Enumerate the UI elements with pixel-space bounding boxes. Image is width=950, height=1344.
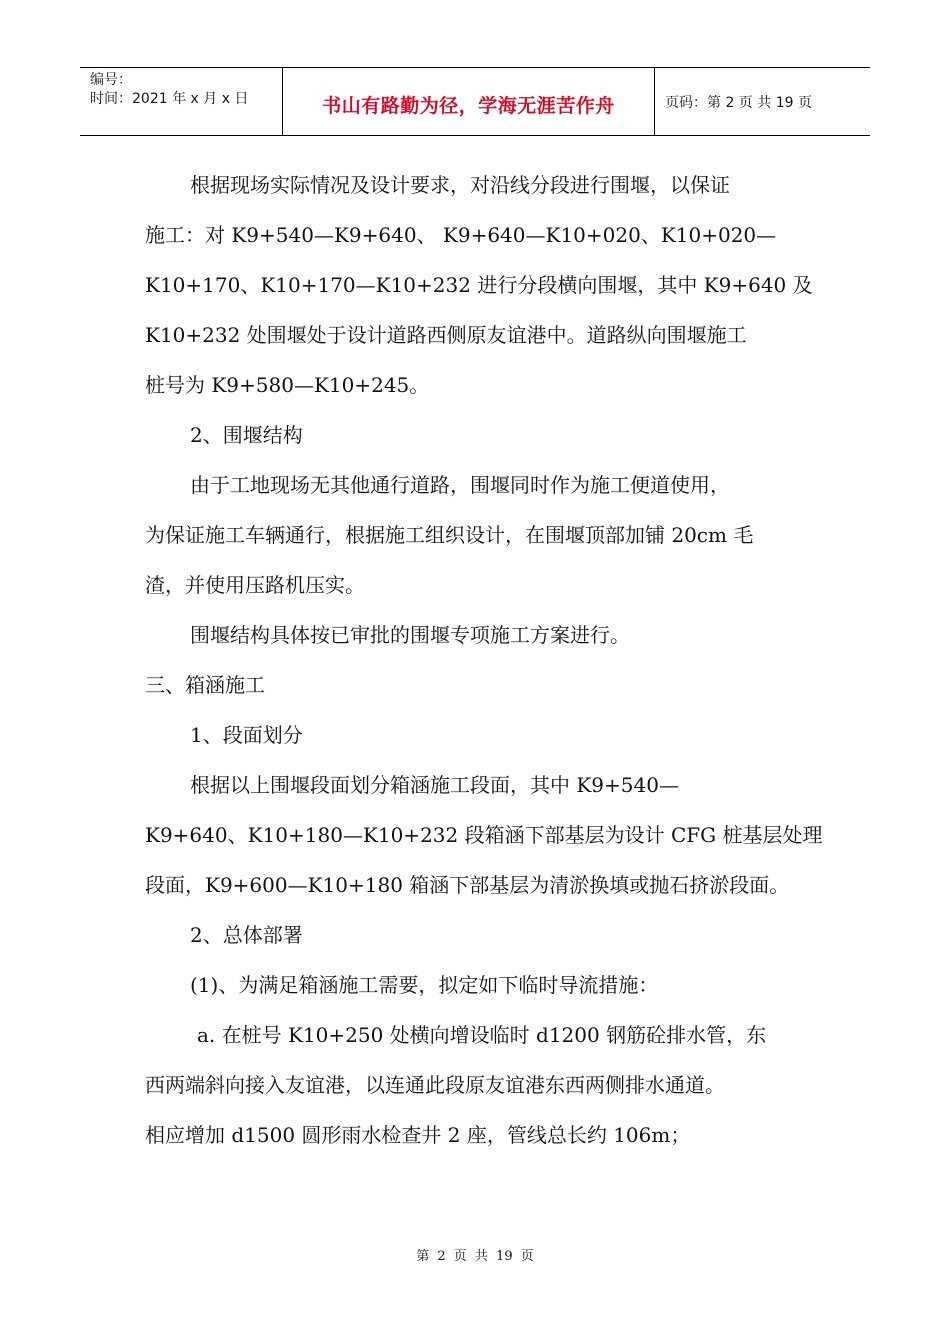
paragraph-line: 相应增加 d1500 圆形雨水检查井 2 座，管线总长约 106m； <box>145 1123 691 1147</box>
paragraph-line: 施工：对 K9+540—K9+640、 K9+640—K10+020、K10+020— <box>145 223 777 247</box>
header-motto-cell <box>283 68 655 135</box>
page-footer <box>0 1245 950 1264</box>
section-heading: 2、围堰结构 <box>190 423 303 447</box>
document-time-label: 时间：2021 年 x 月 x 日 <box>90 91 249 107</box>
paragraph-line: 由于工地现场无其他通行道路，围堰同时作为施工便道使用， <box>190 473 730 497</box>
paragraph-line: a. 在桩号 K10+250 处横向增设临时 d1200 钢筋砼排水管，东 <box>197 1023 767 1047</box>
paragraph-line: 桩号为 K9+580—K10+245。 <box>145 373 430 397</box>
chapter-heading: 三、箱涵施工 <box>145 673 265 697</box>
section-heading: 1、段面划分 <box>190 723 303 747</box>
paragraph-line: 围堰结构具体按已审批的围堰专项施工方案进行。 <box>190 623 630 647</box>
paragraph-line: 渣，并使用压路机压实。 <box>145 573 365 597</box>
paragraph-line: 段面，K9+600—K10+180 箱涵下部基层为清淤换填或抛石挤淤段面。 <box>145 873 790 897</box>
paragraph-line: 西两端斜向接入友谊港，以连通此段原友谊港东西两侧排水通道。 <box>145 1073 725 1097</box>
header-page-cell <box>655 68 870 135</box>
header-meta-cell <box>80 68 283 135</box>
document-number-label: 编号： <box>90 72 132 88</box>
header-page-code: 页码：第 2 页 共 19 页 <box>665 94 812 111</box>
paragraph-line: K9+640、K10+180—K10+232 段箱涵下部基层为设计 CFG 桩基层处理 <box>145 823 823 847</box>
document-body <box>145 160 823 1160</box>
paragraph-line: K10+232 处围堰处于设计道路西侧原友谊港中。道路纵向围堰施工 <box>145 323 747 347</box>
paragraph-line: (1)、为满足箱涵施工需要，拟定如下临时导流措施： <box>190 973 659 997</box>
paragraph-line: 根据现场实际情况及设计要求，对沿线分段进行围堰，以保证 <box>190 173 730 197</box>
footer-page-number: 第 2 页 共 19 页 <box>416 1249 534 1264</box>
paragraph-line: 为保证施工车辆通行，根据施工组织设计，在围堰顶部加铺 20cm 毛 <box>145 523 754 547</box>
paragraph-line: K10+170、K10+170—K10+232 进行分段横向围堰，其中 K9+640 及 <box>145 273 813 297</box>
paragraph-line: 根据以上围堰段面划分箱涵施工段面，其中 K9+540— <box>190 773 679 797</box>
document-header <box>80 67 870 136</box>
header-motto: 书山有路勤为径，学海无涯苦作舟 <box>322 95 615 117</box>
section-heading: 2、总体部署 <box>190 923 303 947</box>
